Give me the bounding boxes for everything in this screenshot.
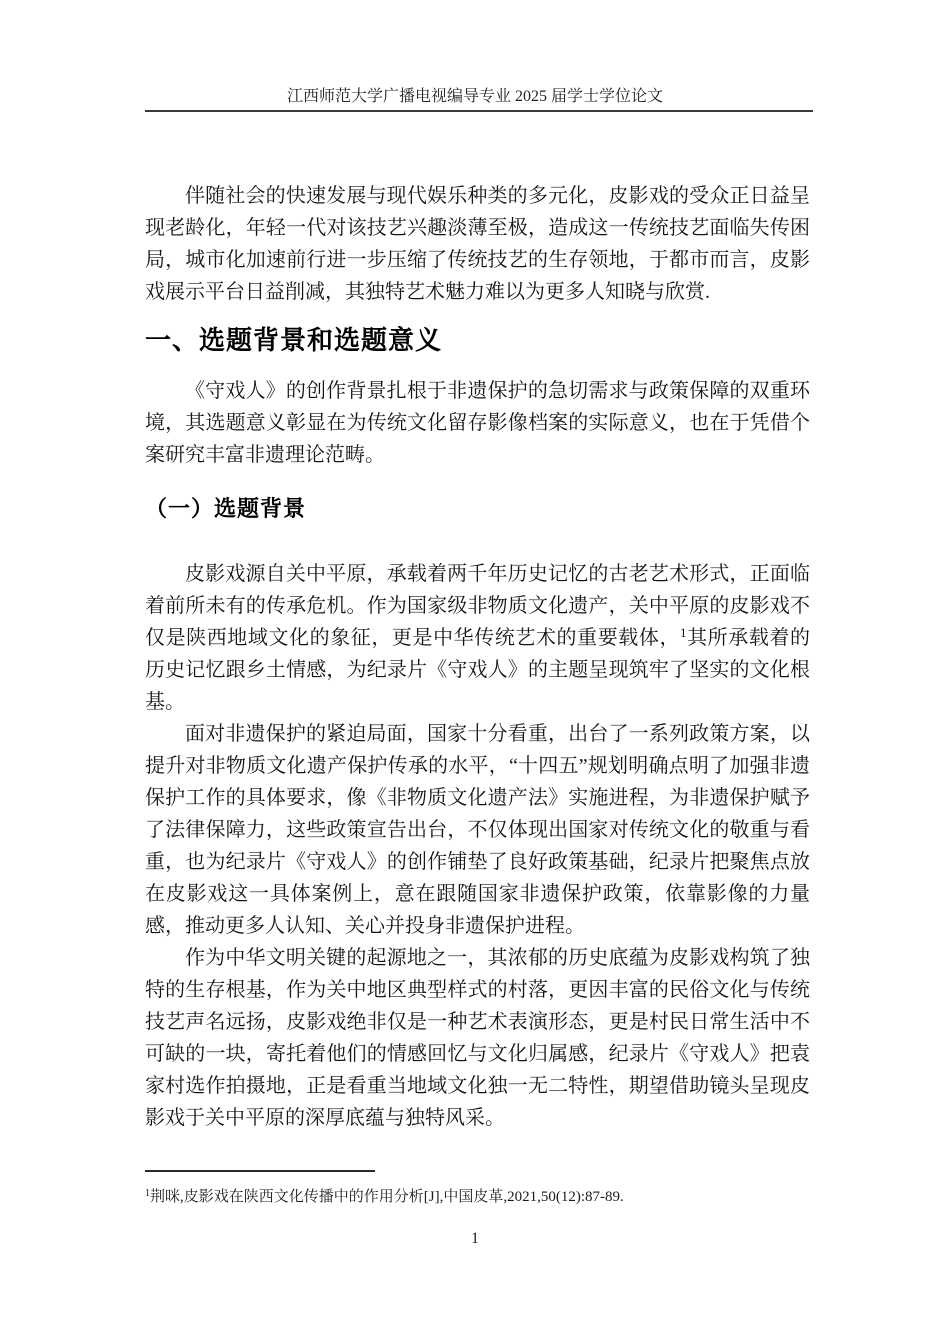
footnote-reference-1: 1 xyxy=(680,625,687,640)
footnote-separator xyxy=(145,1170,375,1172)
paragraph-text-segment: 皮影戏源自关中平原，承载着两千年历史记忆的古老艺术形式，正面临着前所未有的传承危机。作为国家级非物质文化遗产，关中平原的皮影戏不仅是陕西地域文化的象征，更是中华传统艺术的重要载体， xyxy=(145,563,810,649)
page-number: 1 xyxy=(471,1230,479,1247)
subsection-heading-1-1: （一）选题背景 xyxy=(145,496,307,521)
paragraph-intro: 伴随社会的快速发展与现代娱乐种类的多元化，皮影戏的受众正日益呈现老龄化，年轻一代对该技艺兴趣淡薄至极，造成这一传统技艺面临失传困局，城市化加速前行进一步压缩了传统技艺的生存领地，于都市而言，皮影戏展示平台日益削减，其独特艺术魅力难以为更多人知晓与欣赏. xyxy=(145,185,810,303)
paragraph-background-location: 作为中华文明关键的起源地之一，其浓郁的历史底蕴为皮影戏构筑了独特的生存根基，作为关中地区典型样式的村落，更因丰富的民俗文化与传统技艺声名远扬，皮影戏绝非仅是一种艺术表演形态，更是村民日常生活中不可缺的一块，寄托着他们的情感回忆与文化归属感，纪录片《守戏人》把袁家村选作拍摄地，正是看重当地域文化独一无二特性，期望借助镜头呈现皮影戏于关中平原的深厚底蕴与独特风采。 xyxy=(145,947,810,1129)
section-heading-1: 一、选题背景和选题意义 xyxy=(145,325,443,355)
footnote-item xyxy=(145,1186,810,1208)
paragraph-text-segment: 其所承载着的历史记忆跟乡土情感，为纪录片《守戏人》的主题呈现筑牢了坚实的文化根基。 xyxy=(145,627,810,713)
paragraph-background-origin xyxy=(145,558,810,718)
paragraph-significance: 《守戏人》的创作背景扎根于非遗保护的急切需求与政策保障的双重环境，其选题意义彰显在为传统文化留存影像档案的实际意义，也在于凭借个案研究丰富非遗理论范畴。 xyxy=(145,380,810,466)
running-head: 江西师范大学广播电视编导专业 2025 届学士学位论文 xyxy=(286,88,663,105)
header-rule xyxy=(145,110,813,112)
footnote-marker: 1 xyxy=(145,1188,150,1199)
document-body xyxy=(145,180,810,1134)
footnote-citation: 荆咪,皮影戏在陕西文化传播中的作用分析[J],中国皮革,2021,50(12):87-89. xyxy=(150,1189,624,1205)
paragraph-background-policy: 面对非遗保护的紧迫局面，国家十分看重，出台了一系列政策方案，以提升对非物质文化遗产保护传承的水平，“十四五”规划明确点明了加强非遗保护工作的具体要求，像《非物质文化遗产法》实施进程，为非遗保护赋予了法律保障力，这些政策宣告出台，不仅体现出国家对传统文化的敬重与看重，也为纪录片《守戏人》的创作铺垫了良好政策基础，纪录片把聚焦点放在皮影戏这一具体案例上，意在跟随国家非遗保护政策，依靠影像的力量感，推动更多人认知、关心并投身非遗保护进程。 xyxy=(145,723,810,937)
